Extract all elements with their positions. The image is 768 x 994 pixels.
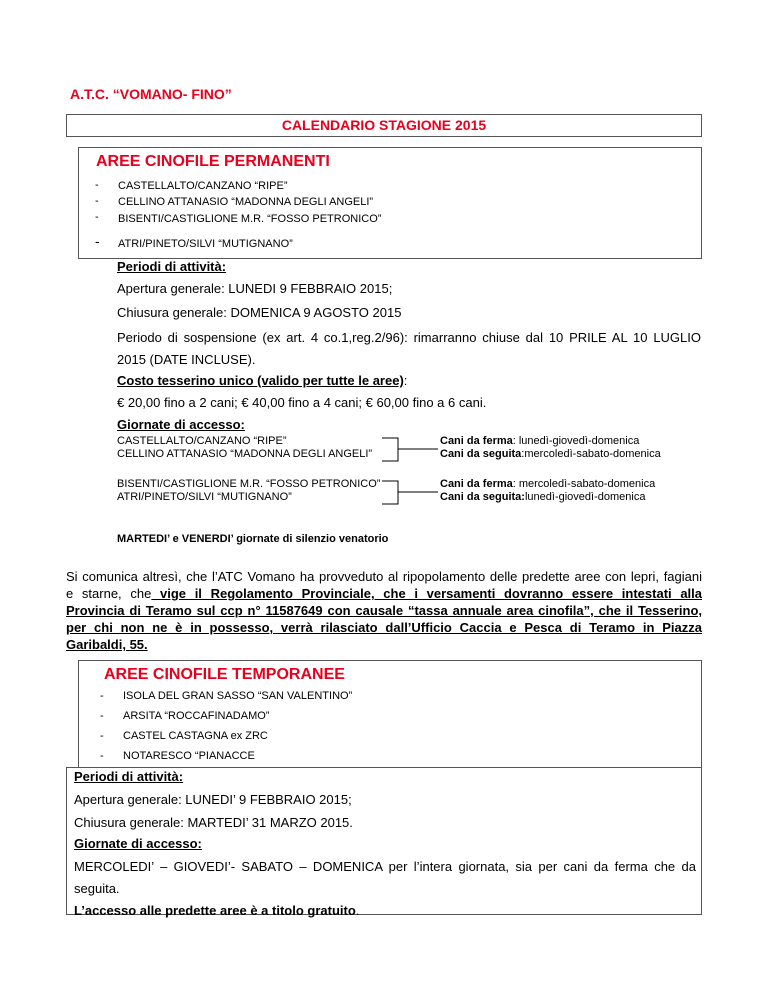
group-area: CELLINO ATTANASIO “MADONNA DEGLI ANGELI”	[117, 448, 373, 460]
list-dash: -	[95, 211, 99, 223]
opening-date: Apertura generale: LUNEDI 9 FEBBRAIO 2015;	[117, 281, 393, 296]
suspension-line-2: 2015 (DATE INCLUSE).	[117, 352, 256, 367]
ferma-days: : mercoledì-sabato-domenica	[512, 478, 656, 490]
free-note	[74, 903, 359, 918]
ferma-line	[440, 478, 655, 490]
list-item: ISOLA DEL GRAN SASSO “SAN VALENTINO”	[123, 690, 353, 702]
group-area: BISENTI/CASTIGLIONE M.R. “FOSSO PETRONICO”	[117, 478, 381, 490]
cost-text: € 20,00 fino a 2 cani; € 40,00 fino a 4 cani; € 60,00 fino a 6 cani.	[117, 395, 487, 410]
calendar-title: CALENDARIO STAGIONE 2015	[281, 117, 487, 133]
list-item: CASTELLALTO/CANZANO “RIPE”	[118, 180, 288, 192]
brace-icon	[380, 479, 440, 507]
list-item: NOTARESCO “PIANACCE	[123, 750, 255, 762]
access-label: Giornate di accesso:	[74, 836, 202, 851]
free-note-bold: L’accesso alle predette aree è a titolo gratuito	[74, 903, 356, 918]
group-area: ATRI/PINETO/SILVI “MUTIGNANO”	[117, 491, 292, 503]
notice-line-3: Provincia di Teramo sul ccp n° 11587649 con causale “tassa annuale area cinofila”, che il Tesserino,	[66, 603, 702, 618]
list-item: ATRI/PINETO/SILVI “MUTIGNANO”	[118, 238, 293, 250]
notice-line-4: per chi non ne è in possesso, verrà rilasciato dall’Ufficio Caccia e Pesca di Teramo in Piazza	[66, 620, 702, 635]
notice-line-5: Garibaldi, 55.	[66, 637, 148, 652]
access-line-2: seguita.	[74, 881, 120, 896]
notice-line-2-bold: vige il Regolamento Provinciale, che i versamenti dovranno essere intestati alla	[151, 586, 703, 601]
cost-line	[117, 373, 407, 388]
ferma-days: : lunedì-giovedì-domenica	[512, 435, 640, 447]
silence-note: MARTEDI’ e VENERDI’ giornate di silenzio venatorio	[117, 533, 389, 545]
notice-line-2-plain: e starne, che	[66, 586, 152, 601]
temporary-heading: AREE CINOFILE TEMPORANEE	[104, 666, 345, 683]
notice-line-1: Si comunica altresì, che l’ATC Vomano ha provveduto al ripopolamento delle predette aree con lepri, fagiani	[66, 569, 702, 584]
periods-label: Periodi di attività:	[117, 259, 227, 274]
seguita-line	[440, 491, 645, 503]
suspension-line-1: Periodo di sospensione (ex art. 4 co.1,reg.2/96): rimarranno chiuse dal 10 PRILE AL 10 LUGLIO	[117, 330, 701, 345]
cost-label: Costo tesserino unico (valido per tutte le aree)	[117, 373, 404, 388]
seguita-days: :mercoledì-sabato-domenica	[521, 448, 661, 460]
list-dash: -	[100, 690, 104, 702]
ferma-label: Cani da ferma	[440, 478, 513, 490]
free-note-end: .	[355, 903, 360, 918]
access-line-1: MERCOLEDI’ – GIOVEDI’- SABATO – DOMENICA per l’intera giornata, sia per cani da ferma che da	[74, 859, 696, 874]
seguita-line	[440, 448, 661, 460]
periods-label: Periodi di attività:	[74, 769, 184, 784]
list-dash: -	[95, 233, 100, 249]
ferma-label: Cani da ferma	[440, 435, 513, 447]
list-dash: -	[100, 750, 104, 762]
list-item: CELLINO ATTANASIO “MADONNA DEGLI ANGELI”	[118, 196, 374, 208]
notice-line-2	[66, 586, 702, 601]
access-label: Giornate di accesso:	[117, 417, 245, 432]
opening-date: Apertura generale: LUNEDI’ 9 FEBBRAIO 2015;	[74, 792, 352, 807]
list-dash: -	[95, 179, 99, 191]
ferma-line	[440, 435, 639, 447]
list-item: ARSITA “ROCCAFINADAMO”	[123, 710, 270, 722]
list-item: BISENTI/CASTIGLIONE M.R. “FOSSO PETRONICO”	[118, 213, 382, 225]
closing-date: Chiusura generale: DOMENICA 9 AGOSTO 2015	[117, 305, 402, 320]
closing-date: Chiusura generale: MARTEDI’ 31 MARZO 2015.	[74, 815, 353, 830]
brace-icon	[380, 436, 440, 464]
list-dash: -	[100, 730, 104, 742]
seguita-label: Cani da seguita	[440, 448, 522, 460]
cost-colon: :	[403, 373, 408, 388]
list-item: CASTEL CASTAGNA ex ZRC	[123, 730, 268, 742]
calendar-title-box	[66, 114, 702, 137]
permanent-heading: AREE CINOFILE PERMANENTI	[96, 153, 330, 170]
list-dash: -	[95, 195, 99, 207]
list-dash: -	[100, 710, 104, 722]
org-title: A.T.C. “VOMANO- FINO”	[70, 86, 232, 102]
group-area: CASTELLALTO/CANZANO “RIPE”	[117, 435, 287, 447]
seguita-label: Cani da seguita:	[440, 491, 525, 503]
seguita-days: lunedì-giovedì-domenica	[524, 491, 646, 503]
